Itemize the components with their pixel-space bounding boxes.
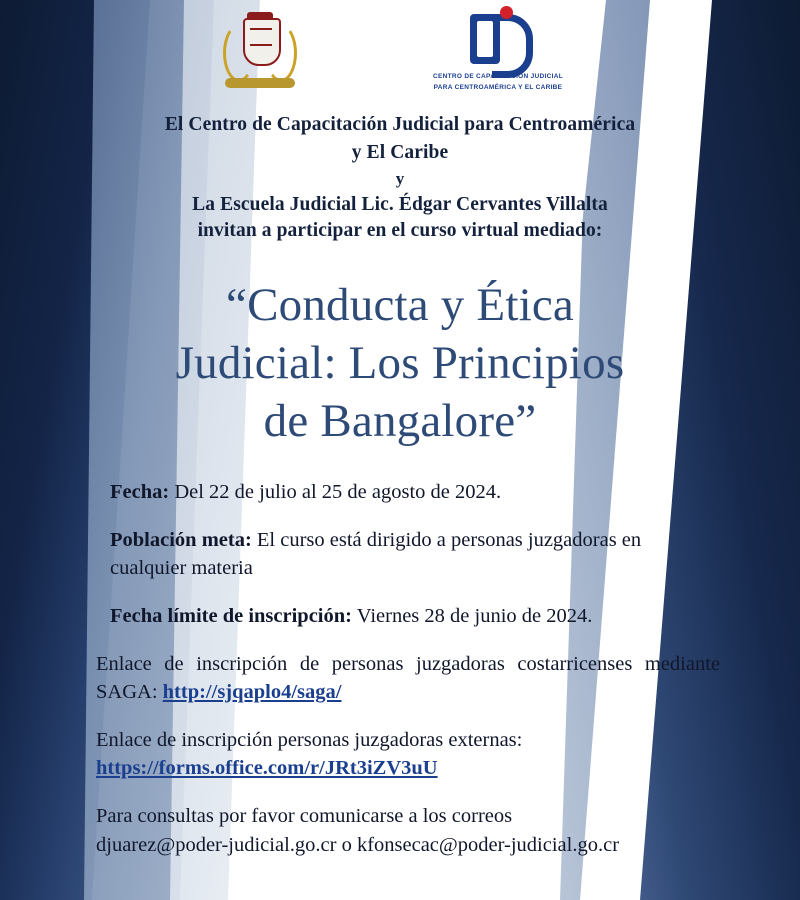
detail-row-external-registration — [96, 726, 720, 782]
external-registration-text: Enlace de inscripción personas juzgadoras externas: — [96, 729, 523, 751]
course-title-line-2: Judicial: Los Principios — [175, 337, 625, 389]
contact-line-1: Para consultas por favor comunicarse a los correos — [96, 805, 513, 827]
crest-ribbon-icon — [225, 78, 295, 88]
ccj-caption-line-1: CENTRO DE CAPACITACIÓN JUDICIAL — [432, 73, 564, 80]
header-line-5: invitan a participar en el curso virtual mediado: — [197, 220, 603, 241]
ccj-caption-line-2: PARA CENTROAMÉRICA Y EL CARIBE — [433, 84, 563, 91]
header-line-4: La Escuela Judicial Lic. Édgar Cervantes Villalta — [192, 194, 608, 215]
ccj-letter-d-icon — [492, 14, 533, 78]
detail-row-contact — [96, 802, 720, 860]
header-block — [0, 112, 800, 244]
logo-row — [0, 0, 800, 94]
escuela-judicial-crest-icon — [217, 12, 303, 94]
audience-value: El curso está dirigido a personas juzgadoras en cualquier materia — [110, 529, 642, 579]
detail-row-date — [96, 478, 720, 506]
detail-row-internal-registration — [96, 650, 720, 706]
header-line-1: El Centro de Capacitación Judicial para Centroamérica — [164, 114, 636, 135]
detail-row-deadline — [96, 602, 720, 630]
details-block — [0, 478, 800, 860]
audience-label: Población meta: — [110, 529, 252, 551]
deadline-label: Fecha límite de inscripción: — [110, 605, 352, 627]
date-value: Del 22 de julio al 25 de agosto de 2024. — [174, 481, 502, 503]
course-title-line-1: “Conducta y Ética — [226, 279, 574, 331]
header-line-3: y — [395, 169, 405, 188]
course-title — [0, 276, 800, 450]
contact-line-2: djuarez@poder-judicial.go.cr o kfonsecac@poder-judicial.go.cr — [96, 834, 620, 856]
ccj-red-dot-icon — [500, 6, 513, 19]
ccj-monogram-icon — [448, 12, 548, 70]
external-registration-link[interactable]: https://forms.office.com/r/JRt3iZV3uU — [96, 757, 438, 779]
ccj-logo — [413, 12, 583, 92]
course-title-line-3: de Bangalore” — [263, 395, 537, 447]
detail-row-audience — [96, 526, 720, 582]
header-line-2: y El Caribe — [351, 142, 449, 163]
deadline-value: Viernes 28 de junio de 2024. — [356, 605, 593, 627]
crest-shield-icon — [243, 18, 281, 66]
internal-registration-link[interactable]: http://sjqaplo4/saga/ — [162, 681, 342, 703]
internal-registration-text: Enlace de inscripción de personas juzgadoras costarricenses mediante SAGA: — [96, 653, 720, 703]
date-label: Fecha: — [110, 481, 170, 503]
